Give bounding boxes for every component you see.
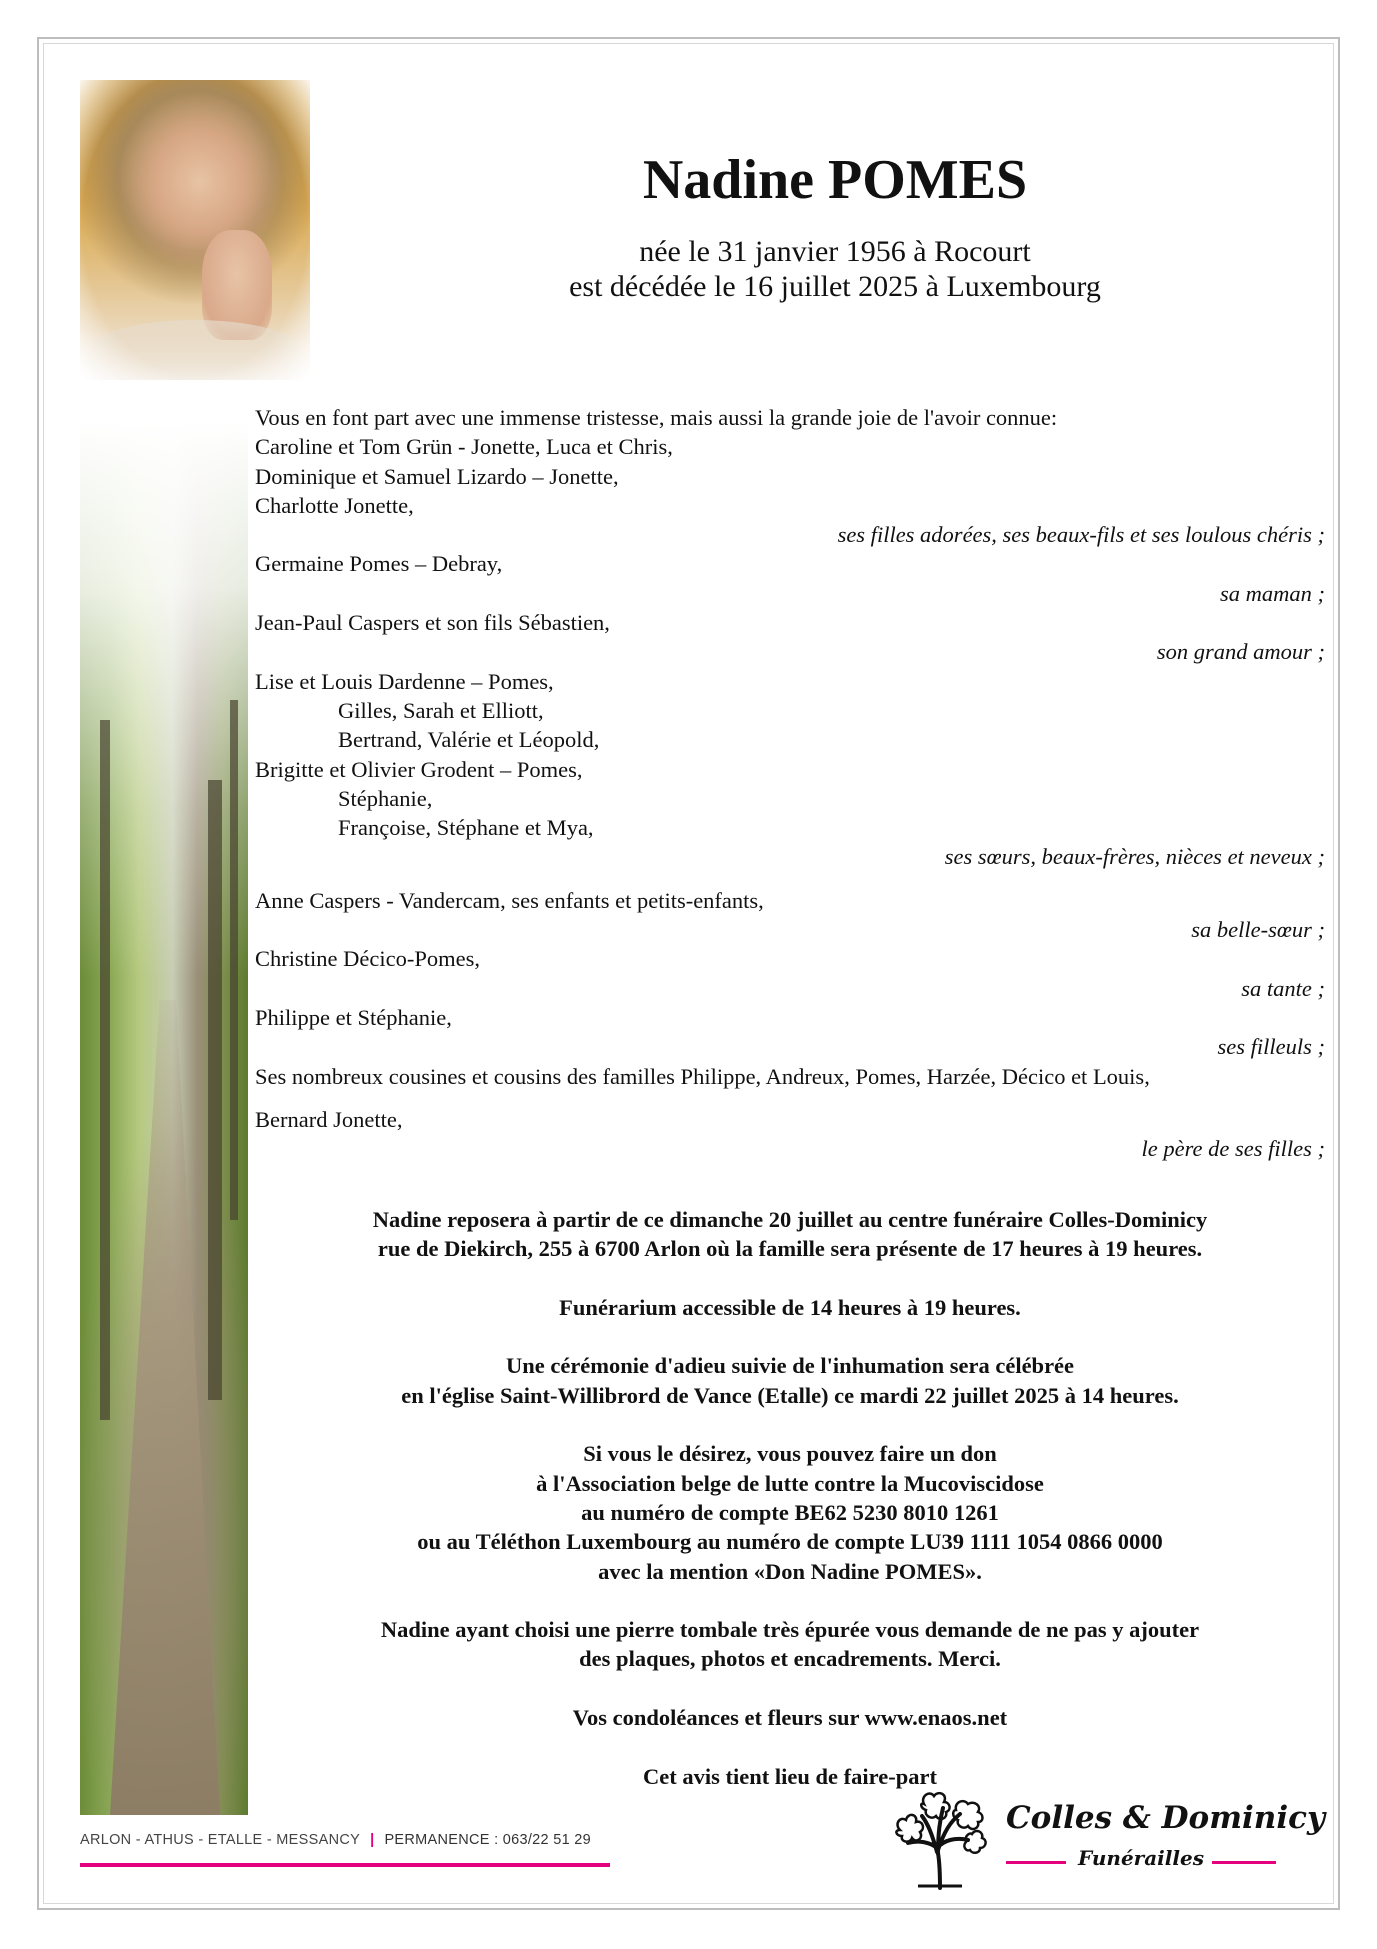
footer-locations: ARLON - ATHUS - ETALLE - MESSANCY (80, 1832, 361, 1848)
family-member: Stéphanie, (338, 785, 433, 811)
rest-info: Nadine reposera à partir de ce dimanche 20 juillet au centre funéraire Colles-Dominicy rue de Diekirch, 255 à 6700 Arlon où la famille sera présente de 17 heures à 19 heures. (372, 1207, 1208, 1262)
family-member: Anne Caspers - Vandercam, ses enfants et petits-enfants, (255, 887, 764, 913)
funerarium-hours: Funérarium accessible de 14 heures à 19 heures. (559, 1294, 1021, 1320)
ceremony-info: Une cérémonie d'adieu suivie de l'inhumation sera célébrée en l'église Saint-Willibrord de Vance (Etalle) ce mardi 22 juillet 2025 à 14 heures. (401, 1353, 1179, 1408)
birth-line: née le 31 janvier 1956 à Rocourt (639, 235, 1031, 268)
logo-subtitle: Funérailles (1078, 1846, 1204, 1870)
family-member: Dominique et Samuel Lizardo – Jonette, (255, 463, 619, 489)
family-member: Bernard Jonette, (255, 1106, 403, 1132)
forest-path-image (80, 420, 248, 1815)
donation-info: Si vous le désirez, vous pouvez faire un don à l'Association belge de lutte contre la Mucoviscidose au numéro de compte BE62 5230 8010 1261 ou au Téléthon Luxembourg au numéro de compte LU39 1111 1054 0866 0000 avec la mention «Don Nadine POMES». (417, 1441, 1163, 1584)
deceased-name: Nadine POMES (642, 149, 1028, 211)
tree-icon (888, 1790, 996, 1890)
family-member: Jean-Paul Caspers et son fils Sébastien, (255, 610, 610, 636)
family-member: Bertrand, Valérie et Léopold, (338, 727, 600, 753)
family-member: Germaine Pomes – Debray, (255, 551, 503, 577)
relation-label: ses filleuls ; (1217, 1034, 1325, 1060)
relation-label: son grand amour ; (1156, 639, 1325, 665)
portrait-photo (80, 80, 310, 380)
relation-label: sa tante ; (1241, 975, 1325, 1001)
death-line: est décédée le 16 juillet 2025 à Luxembourg (569, 270, 1101, 303)
family-member: Françoise, Stéphane et Mya, (338, 815, 594, 841)
relation-label: sa maman ; (1220, 580, 1325, 606)
family-member: Ses nombreux cousines et cousins des familles Philippe, Andreux, Pomes, Harzée, Décico et Louis, (255, 1063, 1150, 1089)
relation-label: sa belle-sœur ; (1191, 917, 1325, 943)
family-member: Charlotte Jonette, (255, 492, 414, 518)
funeral-notice (255, 1205, 1325, 1791)
faire-part-note: Cet avis tient lieu de faire-part (643, 1763, 937, 1789)
tombstone-request: Nadine ayant choisi une pierre tombale très épurée vous demande de ne pas y ajouter des plaques, photos et encadrements. Merci. (380, 1617, 1200, 1672)
family-member: Philippe et Stéphanie, (255, 1004, 452, 1030)
footer-separator: | (370, 1832, 375, 1848)
condolences-link: Vos condoléances et fleurs sur www.enaos.net (572, 1705, 1008, 1731)
family-member: Lise et Louis Dardenne – Pomes, (255, 668, 554, 694)
family-intro: Vous en font part avec une immense tristesse, mais aussi la grande joie de l'avoir connue: (255, 405, 1058, 430)
family-member: Gilles, Sarah et Elliott, (338, 697, 544, 723)
footer-contact (80, 1832, 591, 1848)
family-list (255, 403, 1325, 1163)
relation-label: ses filles adorées, ses beaux-fils et ses loulous chéris ; (837, 522, 1325, 548)
family-member: Brigitte et Olivier Grodent – Pomes, (255, 756, 583, 782)
relation-label: le père de ses filles ; (1141, 1136, 1325, 1162)
life-dates (330, 234, 1340, 304)
company-logo (888, 1790, 1325, 1890)
logo-company-name: Colles & Dominicy (1006, 1800, 1325, 1836)
family-member: Caroline et Tom Grün - Jonette, Luca et Chris, (255, 434, 673, 460)
relation-label: ses sœurs, beaux-frères, nièces et neveux ; (944, 844, 1325, 870)
family-member: Christine Décico-Pomes, (255, 946, 480, 972)
footer-accent-line (80, 1863, 610, 1867)
footer-permanence: PERMANENCE : 063/22 51 29 (384, 1832, 592, 1848)
